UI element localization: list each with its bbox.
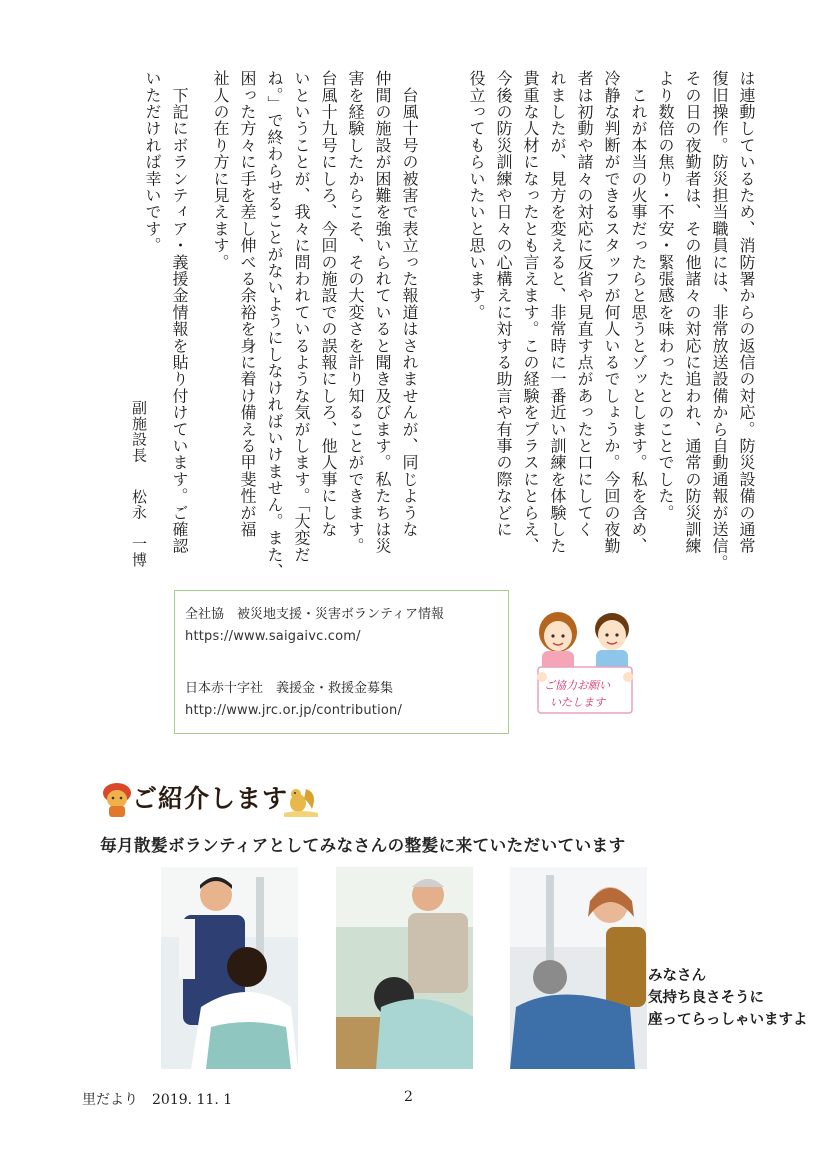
photo-haircut-3 bbox=[510, 867, 647, 1069]
signature-name: 松永 一博 bbox=[130, 488, 148, 568]
photo-haircut-2 bbox=[336, 867, 473, 1069]
caption-line-3: 座ってらっしゃいますよ bbox=[648, 1012, 808, 1028]
paragraph-1: は連動しているため、消防署からの返信の対応。防災設備の通常 復旧操作。防災担当職員には、非常放送設備から自動通報が送信。 その日の夜勤者は、その他諸々の対応に追われ、通常の防災訓練 より数倍の焦り・不安・緊張感を味わったとのことでした。 bbox=[656, 70, 756, 571]
signature bbox=[112, 400, 152, 570]
signature-title: 副施設長 bbox=[130, 400, 148, 463]
photo-caption bbox=[648, 965, 808, 1031]
article-body bbox=[143, 70, 760, 610]
org2-label: 日本赤十字社 義援金・救援金募集 bbox=[185, 681, 394, 696]
photo-haircut-1 bbox=[161, 867, 298, 1069]
squirrel-icon bbox=[284, 783, 318, 817]
paragraph-4: 下記にボランティア・義援金情報を貼り付けています。ご確認 いただければ幸いです。 bbox=[143, 70, 189, 555]
photo-3-image bbox=[510, 867, 647, 1069]
sign-line-1: ご協力お願い bbox=[544, 679, 610, 692]
org1-label: 全社協 被災地支援・災害ボランティア情報 bbox=[185, 607, 444, 622]
paragraph-2: これが本当の火事だったらと思うとゾッとします。私を含め、 冷静な判断ができるスタッフが何人いるでしょうか。今回の夜勤 者は初動や諸々の対応に反省や見直す点があったと口にしてく れましたが、見方を変えると、非常時に一番近い訓練を体験した 貴重な人材になったとも言えます。この経験をプラスにとらえ、 今後の防災訓練や日々の心構えに対する助言や有事の際などに 役立ってもらいたいと思います。 bbox=[467, 70, 648, 555]
intro-subtitle: 毎月散髪ボランティアとしてみなさんの整髪に来ていただいています bbox=[100, 836, 626, 855]
mascot-icon bbox=[100, 779, 134, 819]
sign-line-2: いたします bbox=[550, 696, 605, 709]
helpers-illustration bbox=[530, 605, 640, 717]
paragraph-3: 台風十号の被害で表立った報道はされませんが、同じような 仲間の施設が困難を強いられていると聞き及びます。私たちは災 害を経験したからこそ、その大変さを計り知ることができます。 台風十九号にしろ、今回の施設での誤報にしろ、他人事にしな いということが、我々に問われているような気がします。「大変だ ね。」で終わらせることがないようにしなければいけません。また、 困った方々に手を差し伸べる余裕を身に着け備える甲斐性が福 祉人の在り方に見えます。 bbox=[211, 70, 419, 580]
caption-line-1: みなさん bbox=[648, 968, 706, 984]
footer-text: 里だより 2019. 11. 1 bbox=[82, 1092, 233, 1108]
intro-title: ご紹介します bbox=[132, 784, 289, 813]
page-number: 2 bbox=[404, 1089, 413, 1105]
photo-1-image bbox=[161, 867, 298, 1069]
org1-link[interactable]: https://www.saigaivc.com/ bbox=[185, 629, 361, 644]
photo-2-image bbox=[336, 867, 473, 1069]
org2-link[interactable]: http://www.jrc.or.jp/contribution/ bbox=[185, 703, 403, 718]
caption-line-2: 気持ち良さそうに bbox=[648, 990, 764, 1006]
info-box bbox=[174, 590, 509, 734]
intro-heading bbox=[100, 775, 340, 825]
